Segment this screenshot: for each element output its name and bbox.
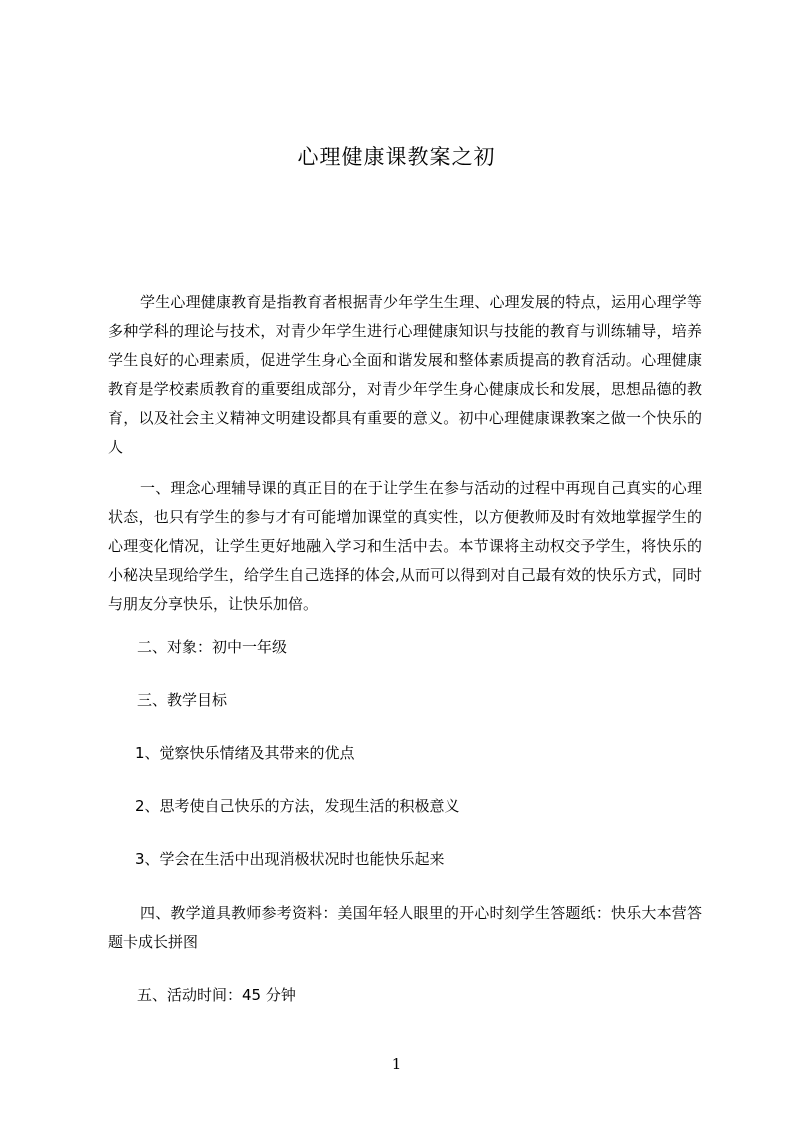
document-title: 心理健康课教案之初: [297, 145, 496, 169]
goal-item: 1、觉察快乐情绪及其带来的优点: [135, 744, 355, 762]
intro-paragraph: 学生心理健康教育是指教育者根据青少年学生生理、心理发展的特点，运用心理学等多种学科的理论与技术，对青少年学生进行心理健康知识与技能的教育与训练辅导，培养学生良好的心理素质，促进学生身心全面和谐发展和整体素质提高的教育活动。心理健康教育是学校素质教育的重要组成部分，对青少年学生身心健康成长和发展，思想品德的教育，以及社会主义精神文明建设都具有重要的意义。初中心理健康课教案之做一个快乐的人: [108, 293, 702, 456]
goal-item: 3、学会在生活中出现消极状况时也能快乐起来: [135, 850, 445, 868]
section-audience: 二、对象：初中一年级: [137, 638, 288, 656]
section-materials: 四、教学道具教师参考资料：美国年轻人眼里的开心时刻学生答题纸：快乐大本营答题卡成长拼图: [108, 904, 702, 951]
page-number: 1: [391, 1055, 402, 1073]
section-philosophy: 一、理念心理辅导课的真正目的在于让学生在参与活动的过程中再现自己真实的心理状态，也只有学生的参与才有可能增加课堂的真实性，以方便教师及时有效地掌握学生的心理变化情况，让学生更好地融入学习和生活中去。本节课将主动权交予学生，将快乐的小秘决呈现给学生，给学生自己选择的体会,从而可以得到对自己最有效的快乐方式，同时与朋友分享快乐，让快乐加倍。: [108, 479, 702, 613]
section-goals-heading: 三、教学目标: [137, 691, 228, 709]
goal-item: 2、思考使自己快乐的方法，发现生活的积极意义: [135, 797, 460, 815]
section-duration: 五、活动时间：45 分钟: [137, 986, 296, 1004]
